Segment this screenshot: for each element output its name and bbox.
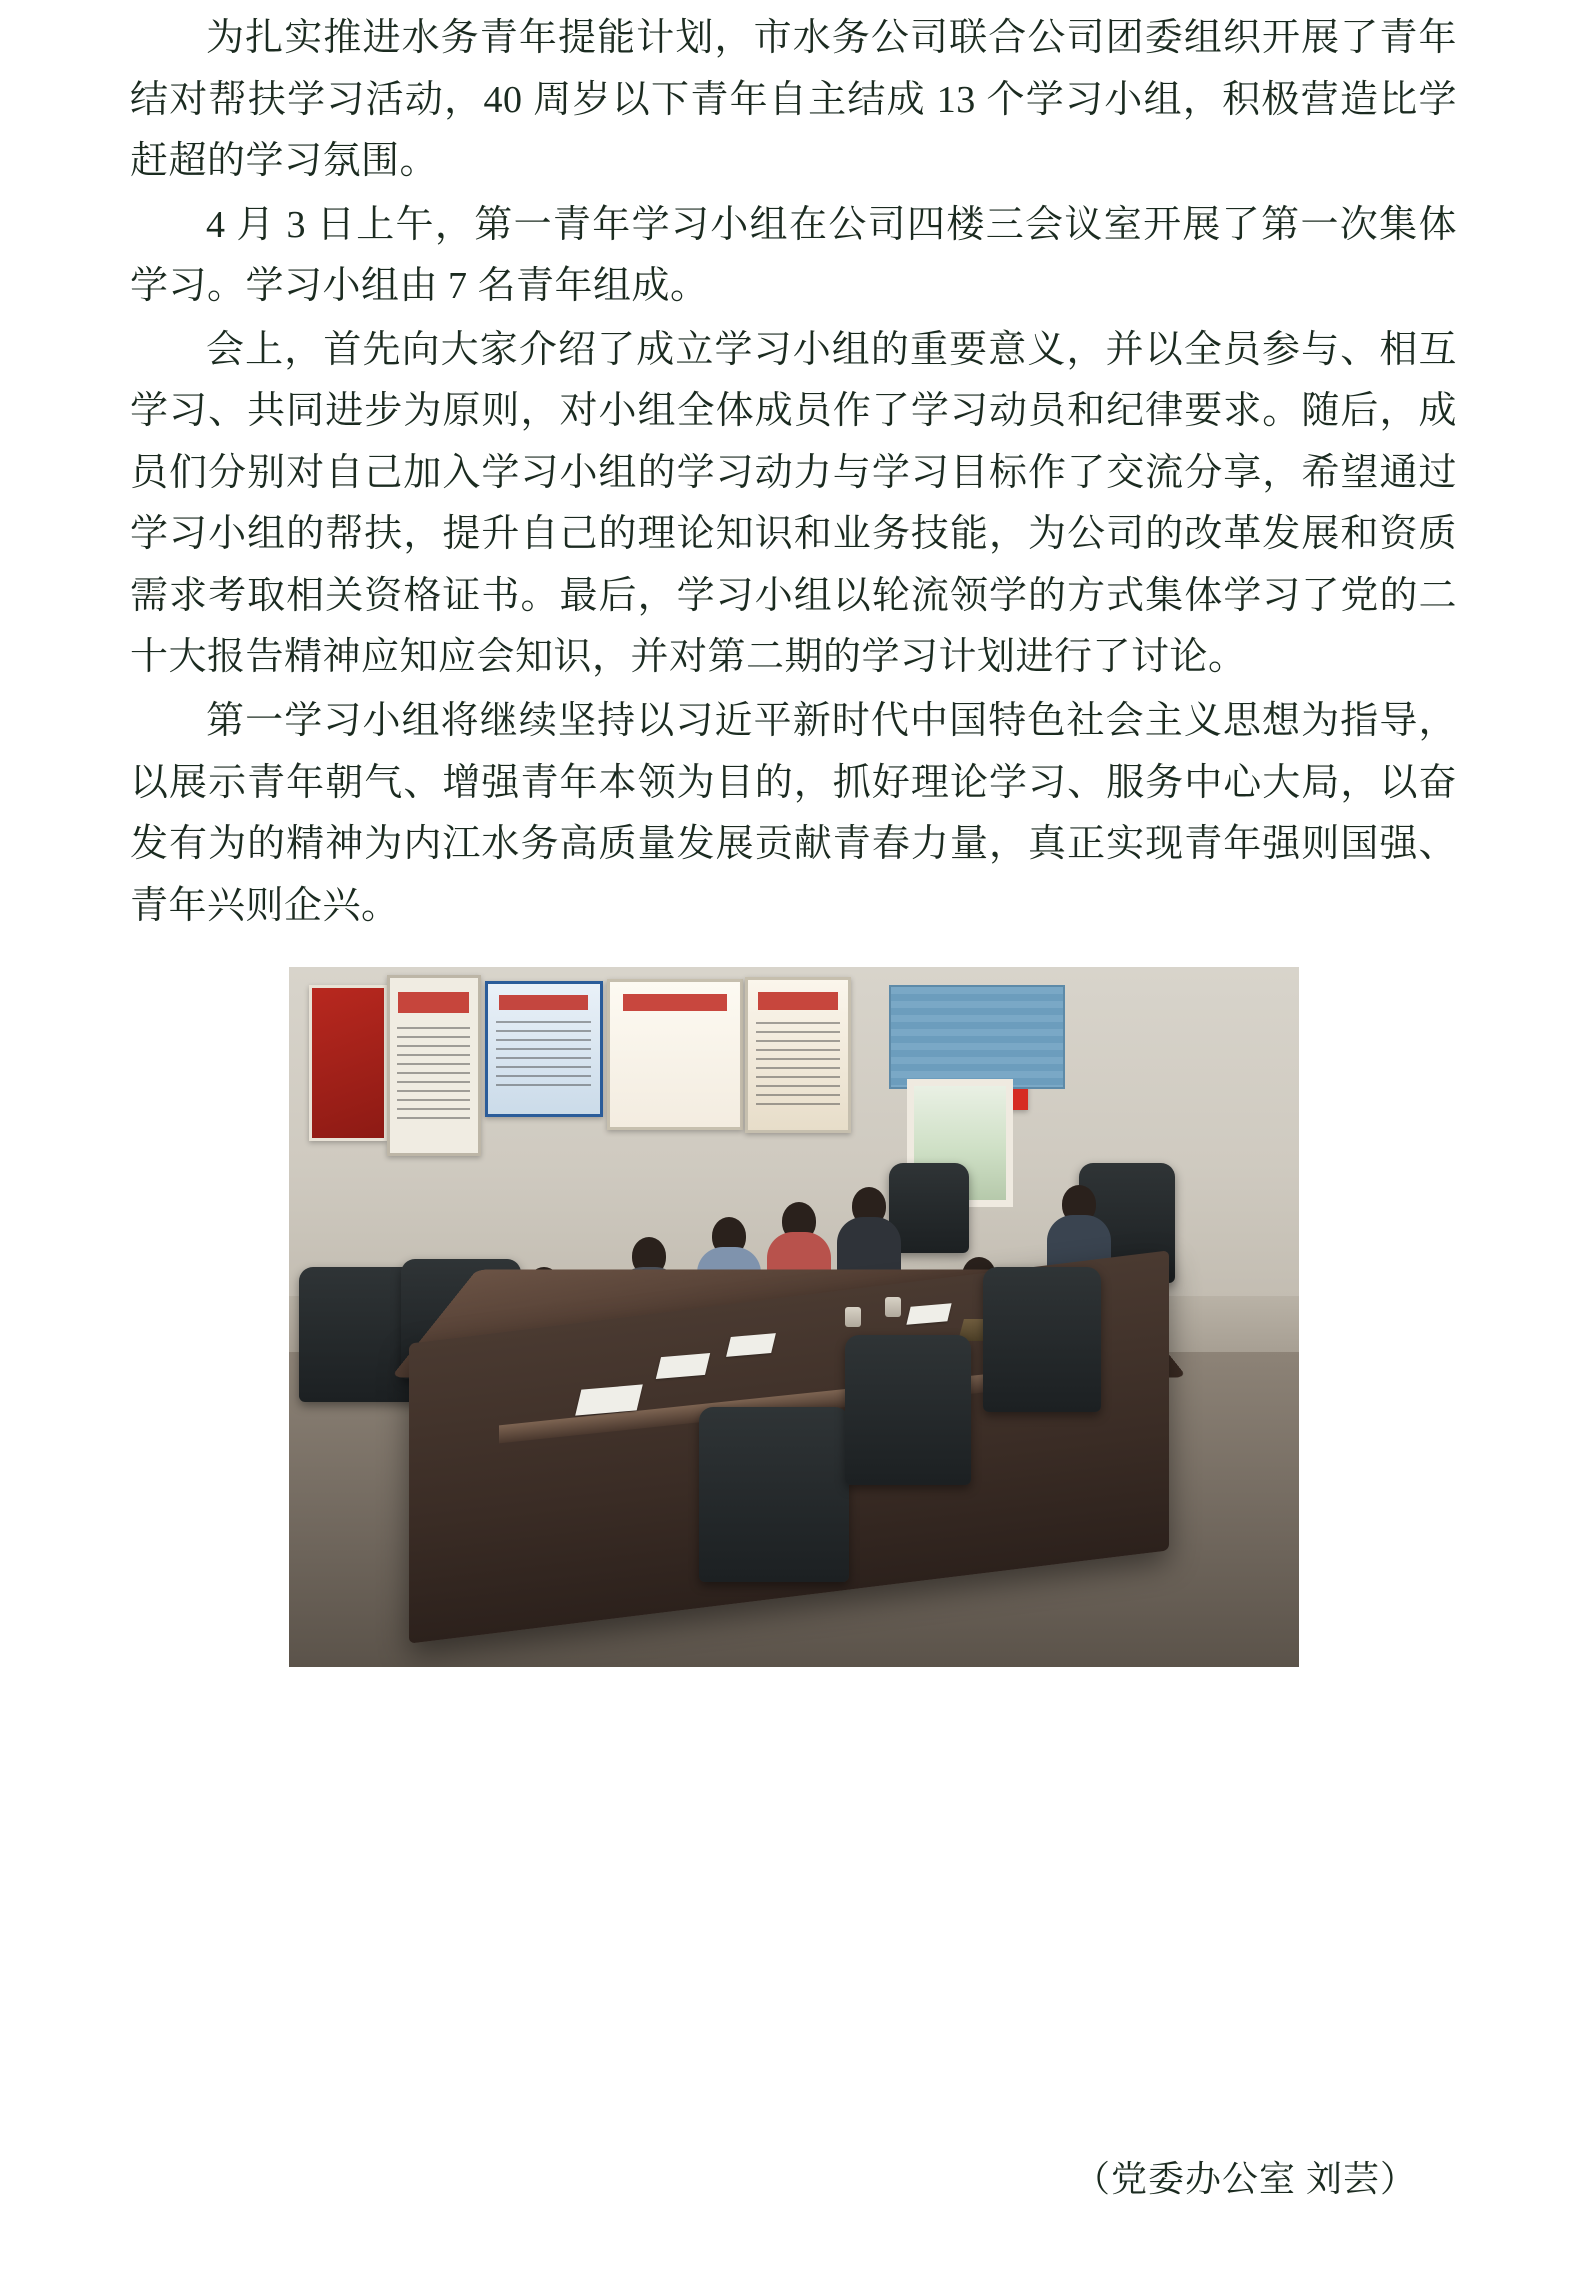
- chair: [983, 1267, 1101, 1412]
- chair: [889, 1163, 969, 1253]
- meeting-photo: [289, 967, 1299, 1667]
- chair: [845, 1335, 971, 1485]
- window-blind: [889, 985, 1065, 1089]
- paragraph-3: 会上，首先向大家介绍了成立学习小组的重要意义，并以全员参与、相互学习、共同进步为原则，对小组全体成员作了学习动员和纪律要求。随后，成员们分别对自己加入学习小组的学习动力与学习目标作了交流分享，希望通过学习小组的帮扶，提升自己的理论知识和业务技能，为公司的改革发展和资质需求考取相关资格证书。最后，学习小组以轮流领学的方式集体学习了党的二十大报告精神应知应会知识，并对第二期的学习计划进行了讨论。: [130, 328, 1457, 679]
- wall-poster-right: [745, 977, 851, 1133]
- wall-poster-party: [607, 979, 743, 1130]
- document-body: [130, 0, 1457, 937]
- wall-poster-portrait: [387, 975, 481, 1156]
- document-signature: （党委办公室 刘芸）: [1073, 2159, 1417, 2199]
- paragraph-4: 第一学习小组将继续坚持以习近平新时代中国特色社会主义思想为指导，以展示青年朝气、增强青年本领为目的，抓好理论学习、服务中心大局，以奋发有为的精神为内江水务高质量发展贡献青春力量，真正实现青年强则国强、青年兴则企兴。: [130, 700, 1457, 927]
- photo-container: [130, 967, 1457, 1667]
- wall-poster-blue: [485, 981, 603, 1117]
- wall-poster-red: [309, 985, 387, 1141]
- paragraph-2: 4 月 3 日上午，第一青年学习小组在公司四楼三会议室开展了第一次集体学习。学习小组由 7 名青年组成。: [130, 203, 1457, 308]
- cup: [885, 1297, 901, 1317]
- paragraph-1: 为扎实推进水务青年提能计划，市水务公司联合公司团委组织开展了青年结对帮扶学习活动，40 周岁以下青年自主结成 13 个学习小组，积极营造比学赶超的学习氛围。: [130, 17, 1457, 183]
- chair: [699, 1407, 849, 1582]
- cup: [845, 1307, 861, 1327]
